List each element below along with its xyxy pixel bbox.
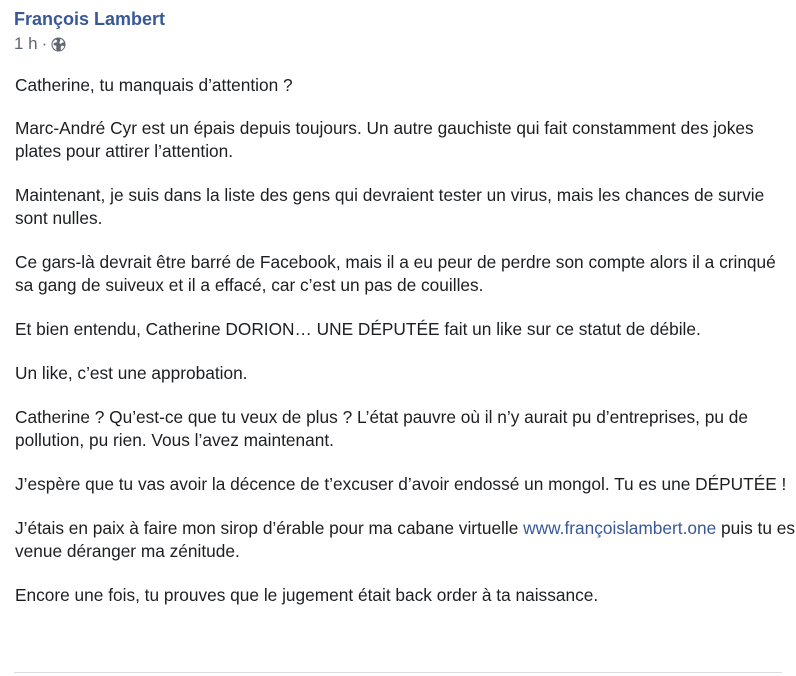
paragraph-text: J’étais en paix à faire mon sirop d’érable pour ma cabane virtuelle bbox=[15, 518, 524, 538]
divider bbox=[14, 672, 782, 673]
post-paragraph: Encore une fois, tu prouves que le jugement était back order à ta naissance. bbox=[15, 585, 599, 605]
post-header bbox=[14, 8, 165, 56]
globe-icon[interactable] bbox=[51, 37, 66, 52]
meta-separator: · bbox=[41, 34, 48, 53]
post-paragraph: Un like, c’est une approbation. bbox=[15, 363, 248, 383]
post-body bbox=[15, 74, 795, 628]
post-timestamp[interactable]: 1 h bbox=[14, 34, 38, 53]
paragraph-text: puis tu es venue déranger ma zénitude. bbox=[15, 518, 795, 561]
website-link[interactable]: www.françoislambert.one bbox=[523, 518, 717, 538]
post-paragraph: Maintenant, je suis dans la liste des gens qui devraient tester un virus, mais les chances de survie sont nulles. bbox=[15, 185, 765, 228]
post-paragraph: Et bien entendu, Catherine DORION… UNE DÉPUTÉE fait un like sur ce statut de débile. bbox=[15, 319, 701, 339]
author-name[interactable]: François Lambert bbox=[14, 9, 166, 29]
post-paragraph: Ce gars-là devrait être barré de Facebook, mais il a eu peur de perdre son compte alors il a crinqué sa gang de suiveux et il a effacé, car c’est un pas de couilles. bbox=[15, 252, 776, 295]
post-paragraph: Marc-André Cyr est un épais depuis toujours. Un autre gauchiste qui fait constamment des jokes plates pour attirer l’attention. bbox=[15, 118, 754, 161]
post-paragraph: Catherine, tu manquais d’attention ? bbox=[15, 75, 293, 95]
post-paragraph: Catherine ? Qu’est-ce que tu veux de plus ? L’état pauvre où il n’y aurait pu d’entreprises, pu de pollution, pu rien. Vous l’avez maintenant. bbox=[15, 407, 748, 450]
post-paragraph-with-link bbox=[15, 517, 795, 563]
post-paragraph: J’espère que tu vas avoir la décence de t’excuser d’avoir endossé un mongol. Tu es une DÉPUTÉE ! bbox=[15, 474, 787, 494]
post-meta bbox=[14, 32, 165, 56]
